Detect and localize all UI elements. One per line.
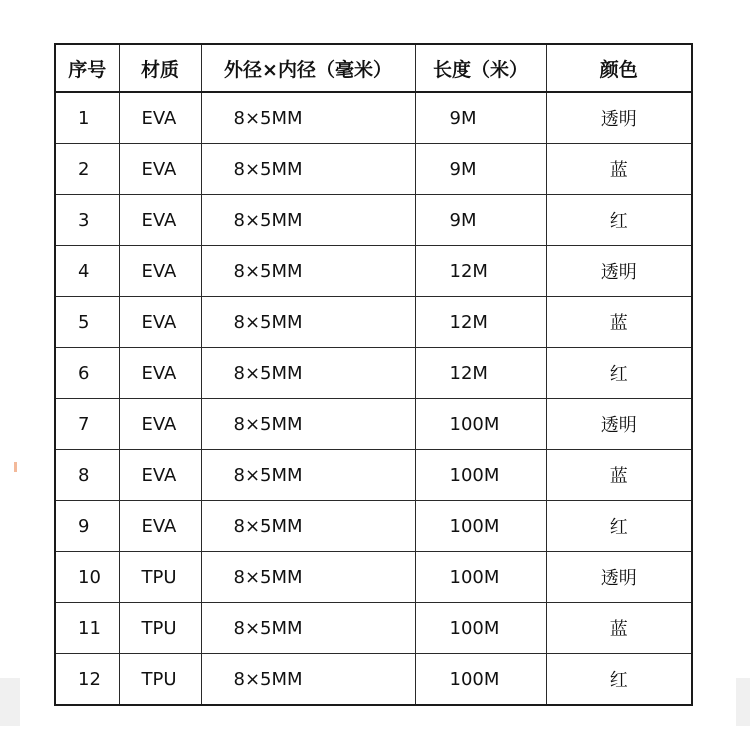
cell-size: 8×5MM (201, 297, 415, 348)
cell-length: 12M (415, 348, 546, 399)
cell-no: 7 (55, 399, 119, 450)
cell-color: 蓝 (546, 144, 692, 195)
table-body (55, 92, 692, 705)
cell-no: 1 (55, 92, 119, 144)
cell-length: 100M (415, 654, 546, 706)
table-row (55, 246, 692, 297)
cell-no: 5 (55, 297, 119, 348)
cell-length: 100M (415, 399, 546, 450)
cell-no: 9 (55, 501, 119, 552)
cell-length: 100M (415, 603, 546, 654)
table-row (55, 603, 692, 654)
header-length: 长度（米） (415, 44, 546, 92)
cell-no: 4 (55, 246, 119, 297)
cell-material: EVA (119, 348, 201, 399)
cell-no: 11 (55, 603, 119, 654)
cell-color: 红 (546, 195, 692, 246)
cell-size: 8×5MM (201, 92, 415, 144)
table-row (55, 195, 692, 246)
cell-material: EVA (119, 297, 201, 348)
cell-color: 红 (546, 654, 692, 706)
cell-length: 12M (415, 297, 546, 348)
cell-material: EVA (119, 501, 201, 552)
cell-material: EVA (119, 246, 201, 297)
cell-material: EVA (119, 450, 201, 501)
cell-length: 9M (415, 92, 546, 144)
cell-size: 8×5MM (201, 501, 415, 552)
cell-size: 8×5MM (201, 195, 415, 246)
table-row (55, 501, 692, 552)
cell-material: EVA (119, 144, 201, 195)
cell-size: 8×5MM (201, 603, 415, 654)
cell-size: 8×5MM (201, 552, 415, 603)
cell-material: EVA (119, 92, 201, 144)
cell-color: 透明 (546, 399, 692, 450)
cell-color: 透明 (546, 92, 692, 144)
cell-no: 8 (55, 450, 119, 501)
cell-color: 蓝 (546, 297, 692, 348)
spec-table (54, 43, 693, 706)
table-row (55, 144, 692, 195)
cell-size: 8×5MM (201, 399, 415, 450)
cell-color: 红 (546, 348, 692, 399)
corner-strip-left (0, 678, 20, 726)
header-no: 序号 (55, 44, 119, 92)
cell-size: 8×5MM (201, 450, 415, 501)
cell-material: TPU (119, 552, 201, 603)
header-color: 颜色 (546, 44, 692, 92)
cell-color: 蓝 (546, 450, 692, 501)
cell-size: 8×5MM (201, 348, 415, 399)
cell-material: EVA (119, 399, 201, 450)
cell-no: 2 (55, 144, 119, 195)
cell-color: 透明 (546, 246, 692, 297)
cell-material: TPU (119, 603, 201, 654)
table-row (55, 297, 692, 348)
cell-material: EVA (119, 195, 201, 246)
cell-size: 8×5MM (201, 246, 415, 297)
header-material: 材质 (119, 44, 201, 92)
cell-color: 红 (546, 501, 692, 552)
cell-no: 6 (55, 348, 119, 399)
header-row (55, 44, 692, 92)
cell-length: 12M (415, 246, 546, 297)
table-row (55, 552, 692, 603)
table-row (55, 92, 692, 144)
cell-size: 8×5MM (201, 144, 415, 195)
cell-color: 蓝 (546, 603, 692, 654)
cell-length: 100M (415, 450, 546, 501)
header-size: 外径×内径（毫米） (201, 44, 415, 92)
table-header (55, 44, 692, 92)
cell-no: 3 (55, 195, 119, 246)
table-row (55, 399, 692, 450)
edge-mark (14, 462, 17, 472)
cell-no: 12 (55, 654, 119, 706)
cell-length: 100M (415, 552, 546, 603)
cell-size: 8×5MM (201, 654, 415, 706)
cell-color: 透明 (546, 552, 692, 603)
table-row (55, 348, 692, 399)
corner-strip-right (736, 678, 750, 726)
table-row (55, 450, 692, 501)
cell-length: 9M (415, 195, 546, 246)
table-row (55, 654, 692, 706)
cell-no: 10 (55, 552, 119, 603)
cell-material: TPU (119, 654, 201, 706)
cell-length: 100M (415, 501, 546, 552)
cell-length: 9M (415, 144, 546, 195)
